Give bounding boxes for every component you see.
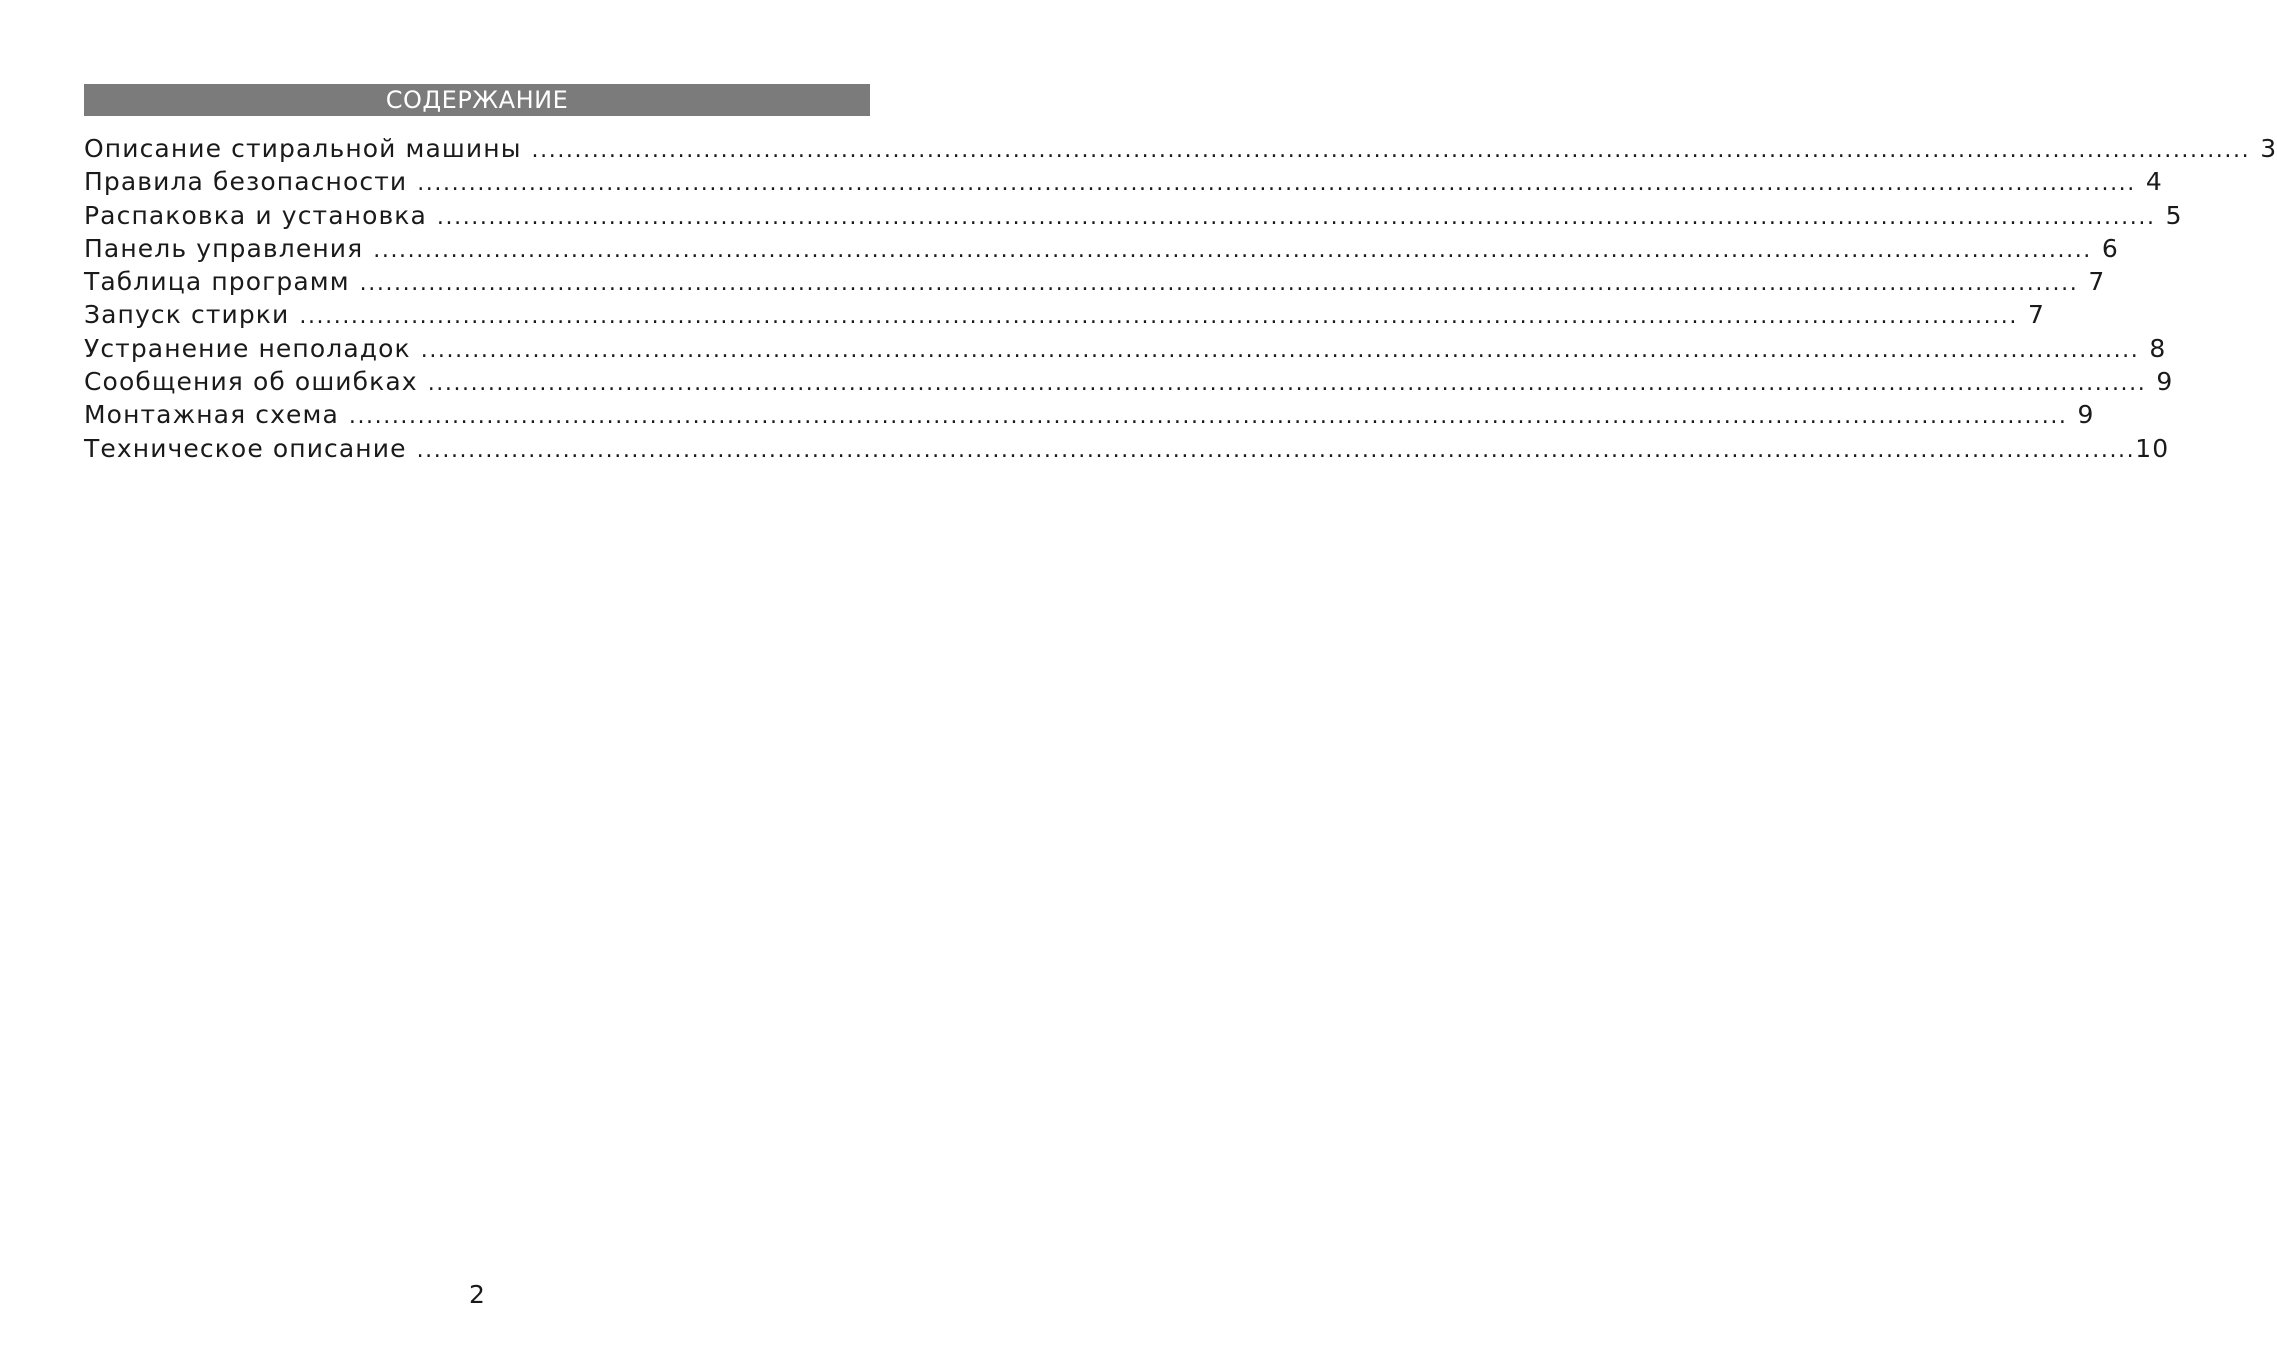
toc-entry-title: Таблица программ (84, 267, 350, 297)
toc-entry-title: Устранение неполадок (84, 333, 411, 363)
toc-dot-leader: ........................................................................................................................................................................................................ (427, 371, 2147, 397)
toc-entry-title: Монтажная схема (84, 400, 339, 430)
toc-entry[interactable] (84, 432, 2170, 465)
toc-entry-title: Сообщения об ошибках (84, 367, 418, 397)
toc-entry[interactable] (84, 165, 2163, 198)
toc-dot-leader: ........................................................................................................................................................................................................ (348, 404, 2068, 430)
toc-entry-page: 3 (2260, 134, 2277, 163)
toc-entry-page: 10 (2135, 433, 2170, 463)
toc-dot-leader: ........................................................................................................................................................................................................ (416, 437, 2136, 463)
toc-dot-leader: ........................................................................................................................................................................................................ (436, 204, 2156, 230)
toc-entry-page: 5 (2165, 200, 2183, 230)
page-number: 2 (469, 1280, 485, 1309)
toc-dot-leader: ........................................................................................................................................................................................................ (531, 138, 2251, 163)
toc-entry[interactable] (84, 232, 2119, 265)
toc-entry[interactable] (84, 398, 2095, 431)
toc-entry-title: Панель управления (84, 233, 364, 263)
toc-entry-title: Техническое описание (84, 433, 407, 463)
toc-entry-page: 9 (2077, 400, 2095, 430)
toc-entry-page: 9 (2156, 367, 2174, 397)
toc-entry[interactable] (84, 365, 2174, 398)
toc-dot-leader: ........................................................................................................................................................................................................ (373, 237, 2092, 263)
toc-heading: СОДЕРЖАНИЕ (84, 84, 870, 116)
toc-entry-title: Описание стиральной машины (84, 134, 522, 163)
toc-dot-leader: ........................................................................................................................................................................................................ (359, 271, 2079, 297)
toc-entry-page: 7 (2088, 267, 2106, 297)
toc-dot-leader: ........................................................................................................................................................................................................ (417, 171, 2136, 197)
toc-entry[interactable] (84, 265, 2106, 298)
toc-entry[interactable] (84, 132, 2277, 165)
toc-entry-page: 8 (2149, 333, 2167, 363)
toc-entry[interactable] (84, 332, 2167, 365)
toc-entry-title: Правила безопасности (84, 167, 408, 197)
toc-entry-title: Запуск стирки (84, 300, 290, 330)
toc-dot-leader: ........................................................................................................................................................................................................ (299, 304, 2018, 330)
toc-entry[interactable] (84, 199, 2183, 232)
toc-entry-title: Распаковка и установка (84, 200, 427, 230)
toc-entry[interactable] (84, 298, 2046, 331)
toc-entry-page: 4 (2145, 167, 2163, 197)
toc-dot-leader: ........................................................................................................................................................................................................ (420, 337, 2140, 363)
toc-list (84, 132, 2277, 465)
toc-entry-page: 7 (2028, 300, 2046, 330)
toc-entry-page: 6 (2101, 233, 2119, 263)
